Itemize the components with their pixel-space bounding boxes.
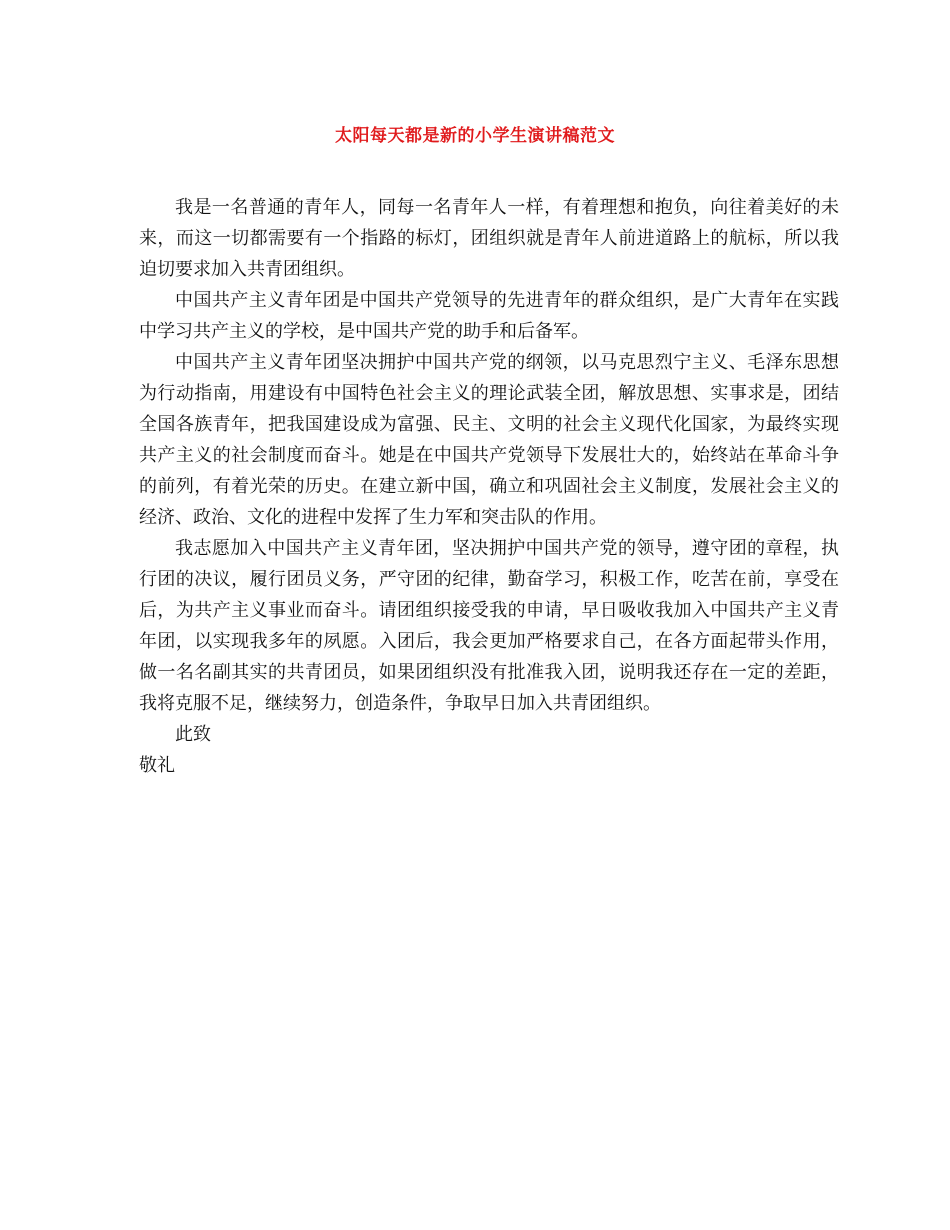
paragraph-3: 中国共产主义青年团坚决拥护中国共产党的纲领，以马克思烈宁主义、毛泽东思想为行动指南，用建设有中国特色社会主义的理论武装全团，解放思想、实事求是，团结全国各族青年，把我国建设成为富强、民主、文明的社会主义现代化国家，为最终实现共产主义的社会制度而奋斗。她是在中国共产党领导下发展壮大的，始终站在革命斗争的前列，有着光荣的历史。在建立新中国，确立和巩固社会主义制度，发展社会主义的经济、政治、文化的进程中发挥了生力军和突击队的作用。	[139, 352, 839, 528]
document-body	[139, 192, 839, 781]
paragraph-4: 我志愿加入中国共产主义青年团，坚决拥护中国共产党的领导，遵守团的章程，执行团的决议，履行团员义务，严守团的纪律，勤奋学习，积极工作，吃苦在前，享受在后，为共产主义事业而奋斗。请团组织接受我的申请，早日吸收我加入中国共产主义青年团，以实现我多年的夙愿。入团后，我会更加严格要求自己，在各方面起带头作用，做一名名副其实的共青团员，如果团组织没有批准我入团，说明我还存在一定的差距，我将克服不足，继续努力，创造条件，争取早日加入共青团组织。	[139, 538, 839, 714]
salute-line: 敬礼	[139, 755, 175, 776]
document-title: 太阳每天都是新的小学生演讲稿范文	[335, 126, 615, 146]
paragraph-1: 我是一名普通的青年人，同每一名青年人一样，有着理想和抱负，向往着美好的未来，而这一切都需要有一个指路的标灯，团组织就是青年人前进道路上的航标，所以我迫切要求加入共青团组织。	[139, 197, 839, 280]
closing-line: 此致	[175, 724, 211, 745]
paragraph-2: 中国共产主义青年团是中国共产党领导的先进青年的群众组织，是广大青年在实践中学习共产主义的学校，是中国共产党的助手和后备军。	[139, 290, 839, 342]
